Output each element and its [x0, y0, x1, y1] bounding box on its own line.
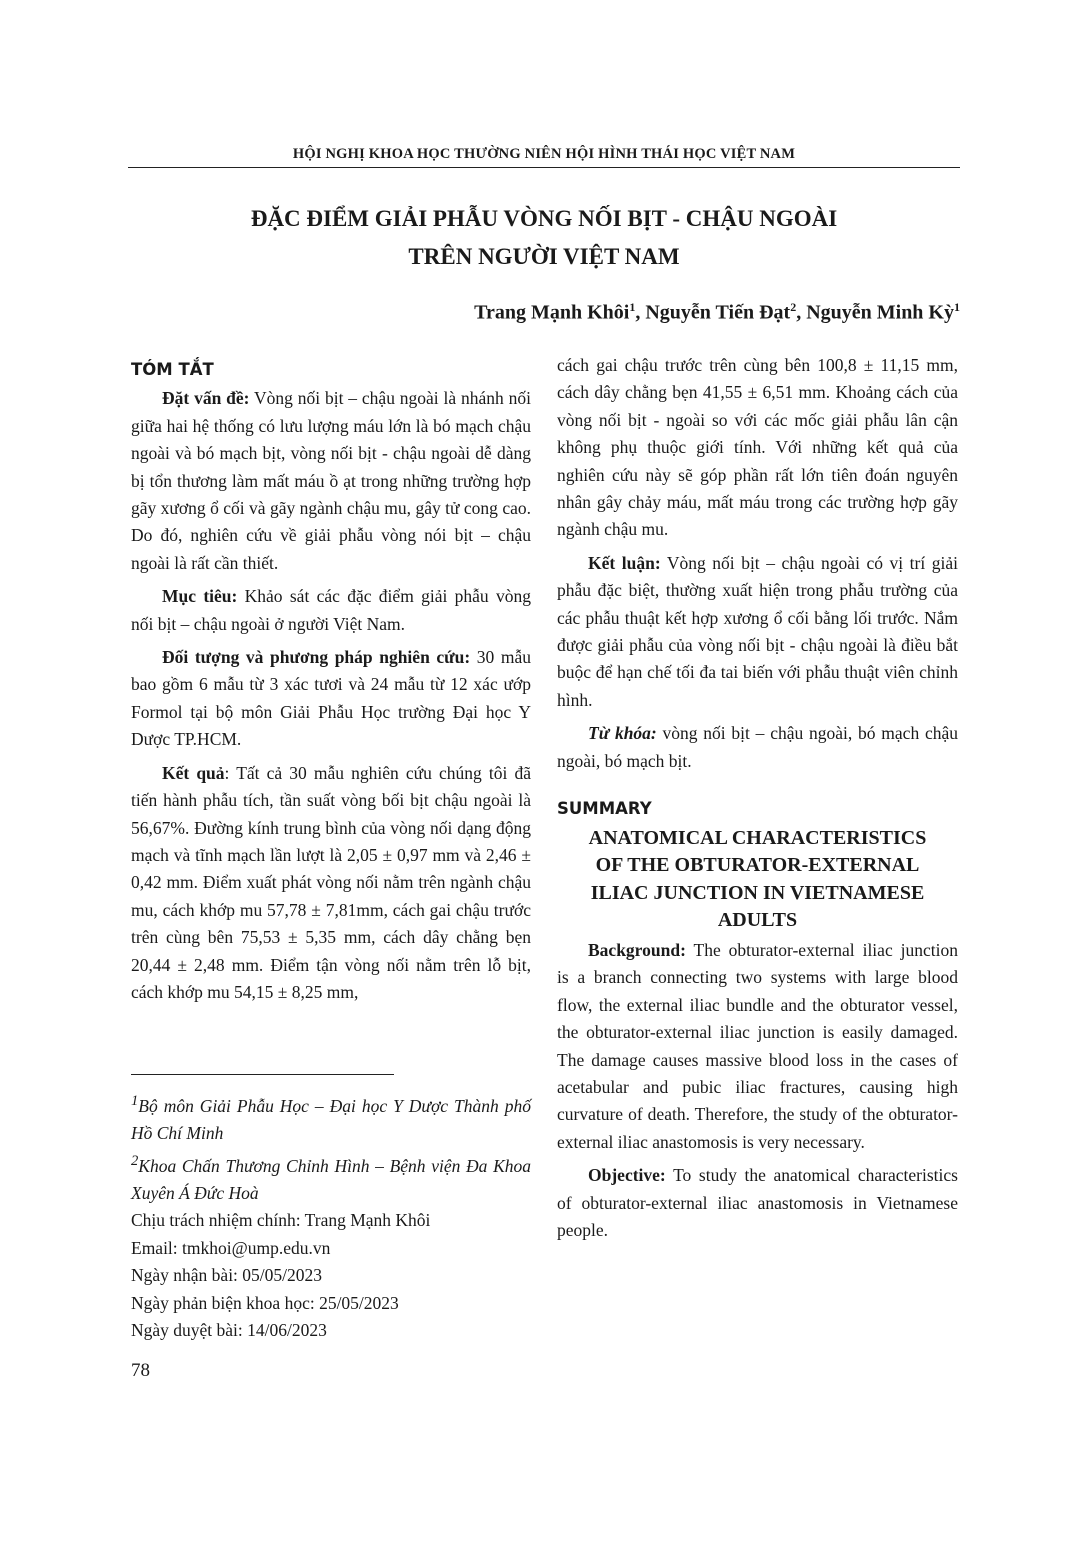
author-list: Trang Mạnh Khôi$^1$, Nguyễn Tiến Đạt$^2$, Nguyễn Minh Kỳ$^1$: [474, 300, 960, 324]
header-rule: [128, 167, 960, 168]
text: The obturator-external iliac junction is a branch connecting two systems with large blood flow, the external iliac bundle and the obturator vessel, the obturator-external iliac junction is easily damaged. The damage causes massive blood loss in the cases of acetabular and pubic iliac fractures, causing high curvature of death. Therefore, the study of the obturator-external iliac anastomosis is very necessary.: [557, 939, 958, 1152]
article-title-line-2: TRÊN NGƯỜI VIỆT NAM: [408, 244, 680, 269]
affiliation-text: Khoa Chấn Thương Chỉnh Hình – Bệnh viện Đa Khoa Xuyên Á Đức Hoà: [131, 1155, 531, 1203]
summary-title-line: OF THE OBTURATOR-EXTERNAL: [595, 854, 920, 877]
affiliation-mark: 1: [131, 1093, 139, 1109]
accepted-date: Ngày duyệt bài: 14/06/2023: [131, 1319, 327, 1340]
summary-title-line: ANATOMICAL CHARACTERISTICS: [588, 826, 927, 849]
abstract-objective: [131, 583, 531, 638]
right-column: [557, 352, 958, 1250]
email: Email: tmkhoi@ump.edu.vn: [131, 1237, 331, 1258]
affiliation-mark: 2: [131, 1152, 139, 1169]
page-number: 78: [131, 1360, 150, 1381]
reviewed-date: Ngày phản biện khoa học: 25/05/2023: [131, 1292, 399, 1313]
footnotes: [131, 1088, 531, 1344]
text: Vòng nối bịt – chậu ngoài là nhánh nối giữa hai hệ thống có lưu lượng máu lớn là bó mạch chậu ngoài và bó mạch bịt, vòng nối bịt - chậu ngoài dễ dàng bị tổn thương làm mất máu ồ ạt trong những trường hợp gãy xương ổ cối và gãy ngành chậu mu, gây tử cong cao. Do đó, nghiên cứu về giải phẫu vòng nói bịt – chậu ngoài là rất cần thiết.: [131, 388, 531, 573]
left-column: [131, 356, 531, 1012]
summary-title-line: ADULTS: [717, 909, 798, 932]
text: Vòng nối bịt – chậu ngoài có vị trí giải phẫu đặc biệt, thường xuất hiện trong phẫu trường của các phẫu thuật kết hợp xương ổ cối bằng lối trước. Nắm được giải phẫu của vòng nối bịt - chậu ngoài là điều bắt buộc để hạn chế tối đa tai biến với phẫu thuật viên chỉnh hình.: [557, 552, 958, 710]
label: Mục tiêu:: [162, 586, 238, 607]
text: To study the anatomical characteristics of obturator-external iliac anastomosis in Vietnamese people.: [557, 1165, 958, 1240]
label: Objective:: [588, 1165, 666, 1186]
label: Đối tượng và phương pháp nghiên cứu:: [162, 647, 471, 668]
article-title-line-1: ĐẶC ĐIỂM GIẢI PHẪU VÒNG NỐI BỊT - CHẬU NGOÀI: [250, 206, 838, 231]
text: Khảo sát các đặc điểm giải phẫu vòng nối bịt – chậu ngoài ở người Việt Nam.: [131, 586, 531, 634]
text: vòng nối bịt – chậu ngoài, bó mạch chậu ngoài, bó mạch bịt.: [557, 723, 958, 771]
received-date: Ngày nhận bài: 05/05/2023: [131, 1265, 323, 1286]
affiliation-text: Bộ môn Giải Phẫu Học – Đại học Y Dược Thành phố Hồ Chí Minh: [131, 1095, 531, 1144]
abstract-results: [131, 760, 531, 1007]
abstract-results-continued: cách gai chậu trước trên cùng bên 100,8 ± 11,15 mm, cách dây chằng bẹn 41,55 ± 6,51 mm. Khoảng cách của vòng nối bịt - ngoài so với các mốc giải phẫu lân cận không phụ thuộc giới tính. Với những kết quả của nghiên cứu này sẽ góp phần rất lớn tiên đoán nguyên nhân gây chảy máu, mất máu trong các trường hợp gãy ngành chậu mu.: [557, 355, 958, 540]
author-affiliation-mark: 1: [629, 300, 636, 314]
author-name: Nguyễn Tiến Đạt: [645, 301, 791, 324]
label: Background:: [588, 939, 686, 960]
article-title: [128, 200, 960, 276]
abstract-conclusion: [557, 550, 958, 714]
abstract-keywords: [557, 720, 958, 775]
text: : Tất cả 30 mẫu nghiên cứu chúng tôi đã tiến hành phẫu tích, tần suất vòng bối bịt chậu ngoài là 56,67%. Đường kính trung bình của vòng nối dạng động mạch và tĩnh mạch lần lượt là 2,05 ± 0,97 mm và 2,46 ± 0,42 mm. Điểm xuất phát vòng nối nằm trên ngành chậu mu, cách khớp mu 57,78 ± 7,81mm, cách gai chậu trước trên cùng bên 75,53 ± 5,35 mm, cách dây chằng bẹn 20,44 ± 2,48 mm. Điểm tận vòng nối nằm trên lỗ bịt, cách khớp mu 54,15 ± 8,25 mm,: [131, 762, 531, 1002]
label: Đặt vấn đề:: [162, 388, 250, 409]
label: Kết quả: [162, 762, 225, 783]
text: 30 mẫu bao gồm 6 mẫu từ 3 xác tươi và 24 mẫu từ 12 xác ướp Formol tại bộ môn Giải Phẫu Học trường Đại học Y Dược TP.HCM.: [131, 647, 532, 750]
summary-title-line: ILIAC JUNCTION IN VIETNAMESE: [590, 881, 925, 904]
author-affiliation-mark: 1: [954, 300, 960, 314]
label: Từ khóa:: [588, 723, 657, 744]
running-header: HỘI NGHỊ KHOA HỌC THƯỜNG NIÊN HỘI HÌNH THÁI HỌC VIỆT NAM: [292, 146, 796, 162]
abstract-background: [131, 385, 531, 577]
author-name: Trang Mạnh Khôi: [474, 301, 630, 324]
affiliation-2: [131, 1148, 531, 1208]
abstract-heading: TÓM TẮT: [131, 360, 214, 379]
corresponding-author: Chịu trách nhiệm chính: Trang Mạnh Khôi: [131, 1210, 431, 1231]
summary-title: [557, 825, 958, 935]
summary-objective: [557, 1162, 958, 1244]
author-name: Nguyễn Minh Kỳ: [806, 301, 954, 324]
summary-heading: SUMMARY: [557, 799, 652, 819]
footnote-rule: [131, 1074, 394, 1075]
summary-background: [557, 937, 958, 1156]
author-affiliation-mark: 2: [790, 300, 797, 314]
label: Kết luận:: [588, 552, 661, 573]
abstract-methods: [131, 644, 531, 754]
affiliation-1: [131, 1088, 531, 1148]
